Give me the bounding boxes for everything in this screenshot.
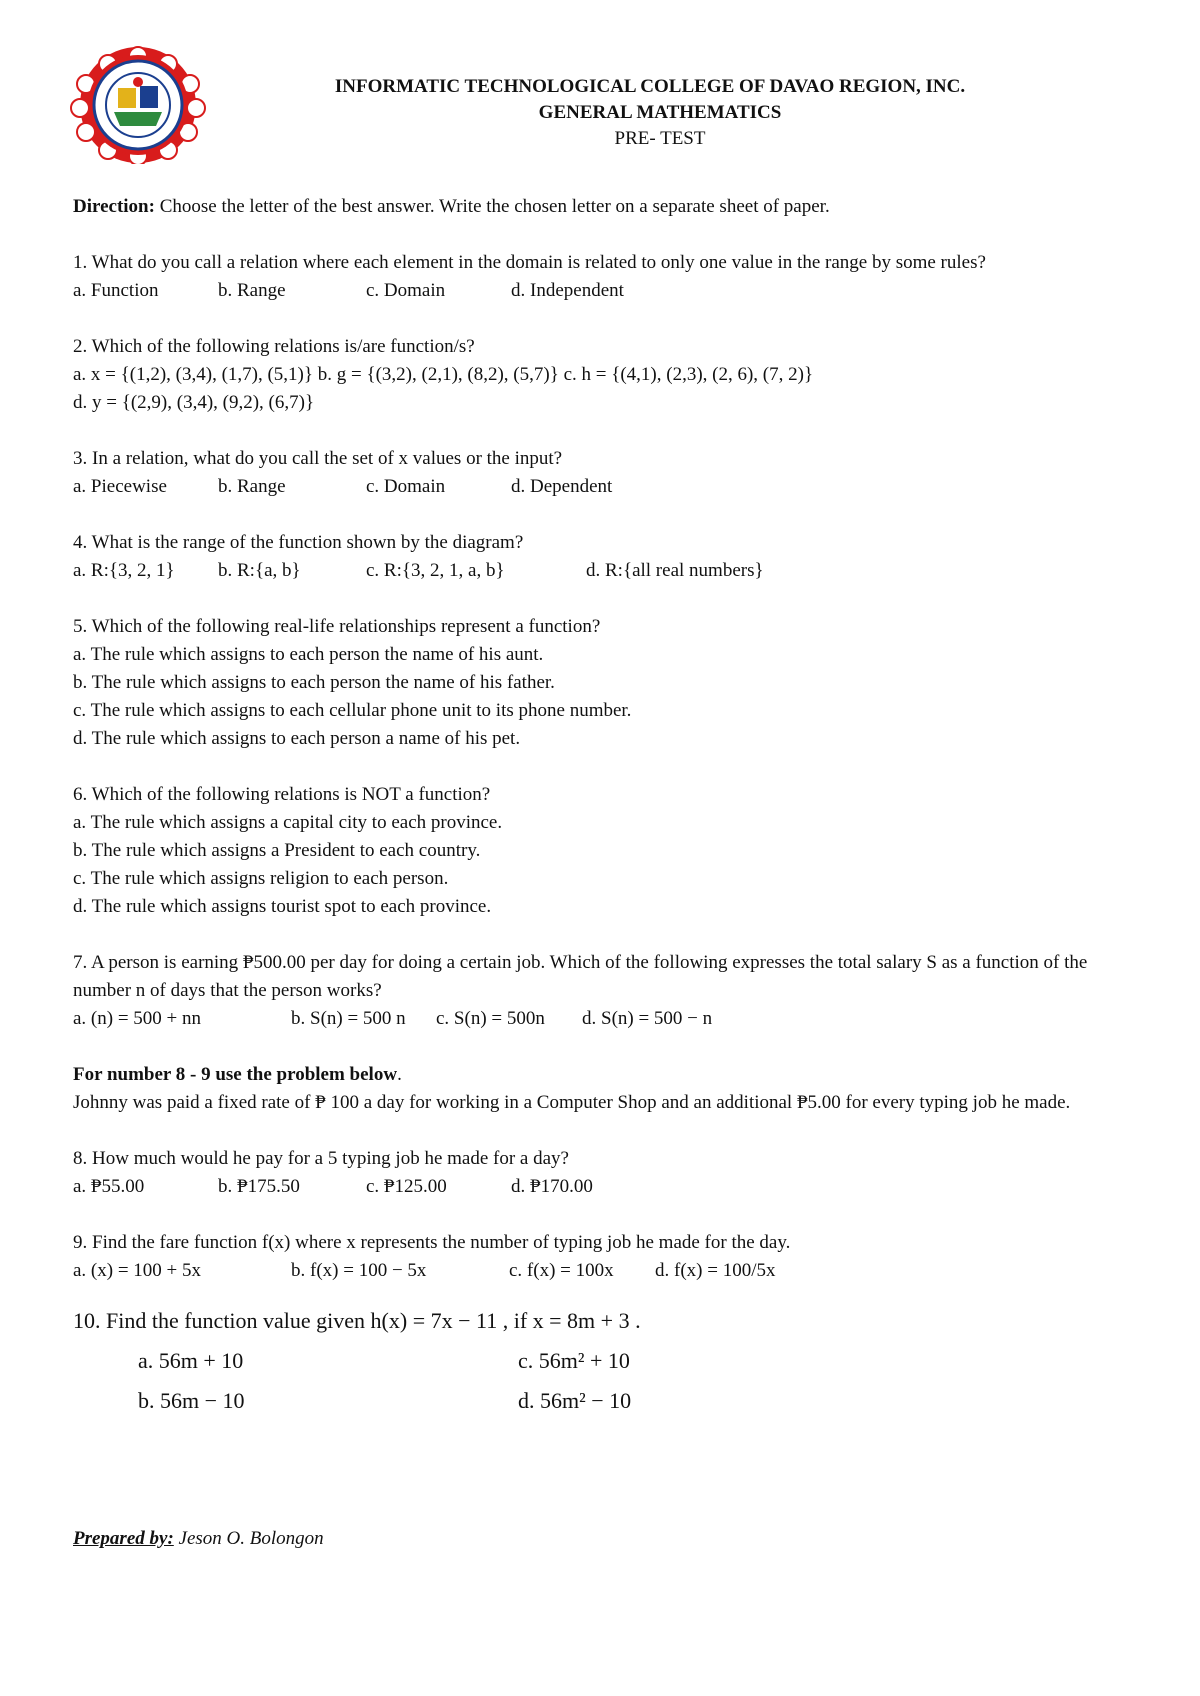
- answer-options: [73, 473, 1133, 501]
- question-text: 1. What do you call a relation where each element in the domain is related to only one value in the range by some rules?: [73, 252, 986, 273]
- answer-options: [73, 1005, 1133, 1033]
- direction-text: Choose the letter of the best answer. Write the chosen letter on a separate sheet of paper.: [154, 196, 830, 217]
- option-c: c. R:{3, 2, 1, a, b}: [366, 560, 505, 581]
- preparer-name: Jeson O. Bolongon: [178, 1528, 324, 1549]
- option-d: d. ₱170.00: [511, 1176, 593, 1197]
- option-a: a. (x) = 100 + 5x: [73, 1260, 202, 1281]
- test-title: PRE- TEST: [614, 128, 706, 149]
- question-text: 4. What is the range of the function shown by the diagram?: [73, 532, 524, 553]
- school-name: INFORMATIC TECHNOLOGICAL COLLEGE OF DAVAO REGION, INC.: [334, 76, 966, 97]
- option-b: b. R:{a, b}: [218, 560, 301, 581]
- question-text: 2. Which of the following relations is/are function/s?: [73, 336, 475, 357]
- option-a: a. The rule which assigns a capital city to each province.: [73, 812, 503, 833]
- question-4: [73, 529, 1133, 585]
- option-b: b. f(x) = 100 − 5x: [291, 1260, 427, 1281]
- option-a: a. R:{3, 2, 1}: [73, 560, 175, 581]
- problem-heading: [73, 1061, 1133, 1089]
- prepared-by-label: Prepared by:: [73, 1528, 174, 1549]
- option-a: a. Function: [73, 280, 159, 301]
- answer-options: [73, 277, 1133, 305]
- option-d: d. Dependent: [511, 476, 613, 497]
- option-c: c. 56m² + 10: [518, 1348, 630, 1373]
- option-a: a. The rule which assigns to each person the name of his aunt.: [73, 644, 544, 665]
- option-c: c. S(n) = 500n: [436, 1008, 545, 1029]
- question-7: [73, 949, 1133, 1033]
- option-d: d. Independent: [511, 280, 624, 301]
- option-b: b. ₱175.50: [218, 1176, 300, 1197]
- option-b: b. Range: [218, 476, 286, 497]
- option-d: d. S(n) = 500 − n: [582, 1008, 713, 1029]
- answer-options-row-2: [138, 1381, 1133, 1421]
- question-2: [73, 333, 1133, 417]
- question-text: 8. How much would he pay for a 5 typing job he made for a day?: [73, 1148, 569, 1169]
- question-10: [73, 1301, 1133, 1421]
- option-d: d. The rule which assigns to each person a name of his pet.: [73, 728, 521, 749]
- problem-text: Johnny was paid a fixed rate of ₱ 100 a day for working in a Computer Shop and an additional ₱5.00 for every typing job he made.: [73, 1092, 1071, 1113]
- question-text: 9. Find the fare function f(x) where x represents the number of typing job he made for the day.: [73, 1232, 791, 1253]
- question-1: [73, 249, 1133, 305]
- subject-title: GENERAL MATHEMATICS: [538, 102, 782, 123]
- option-a: a. ₱55.00: [73, 1176, 145, 1197]
- question-text: 3. In a relation, what do you call the set of x values or the input?: [73, 448, 563, 469]
- option-d: d. R:{all real numbers}: [586, 560, 764, 581]
- question-8: [73, 1145, 1133, 1201]
- question-6: [73, 781, 1133, 921]
- option-c: c. The rule which assigns religion to each person.: [73, 868, 449, 889]
- option-d: d. The rule which assigns tourist spot to each province.: [73, 896, 492, 917]
- option-a: a. 56m + 10: [138, 1348, 244, 1373]
- question-text: 5. Which of the following real-life relationships represent a function?: [73, 616, 601, 637]
- question-3: [73, 445, 1133, 501]
- direction-label: Direction:: [73, 196, 155, 217]
- test-content: [73, 193, 1133, 1421]
- answer-options-row-1: [138, 1341, 1133, 1381]
- question-text: 10. Find the function value given h(x) = 7x − 11 , if x = 8m + 3 .: [73, 1308, 641, 1333]
- answer-options: [73, 1173, 1133, 1201]
- question-5: [73, 613, 1133, 753]
- option-c: c. Domain: [366, 476, 446, 497]
- option-c: c. ₱125.00: [366, 1176, 447, 1197]
- document-header: [0, 74, 1200, 152]
- question-text: 6. Which of the following relations is NOT a function?: [73, 784, 491, 805]
- option-c: c. Domain: [366, 280, 446, 301]
- option-c: c. f(x) = 100x: [509, 1260, 614, 1281]
- option-d: d. 56m² − 10: [518, 1388, 632, 1413]
- question-text: 7. A person is earning ₱500.00 per day for doing a certain job. Which of the following expresses the total salary S as a function of the number n of days that the person works?: [73, 952, 1088, 1001]
- option-a: a. Piecewise: [73, 476, 167, 497]
- option-b: b. Range: [218, 280, 286, 301]
- option-line-2: d. y = {(2,9), (3,4), (9,2), (6,7)}: [73, 392, 315, 413]
- prepared-by: [73, 1528, 324, 1550]
- answer-options: [73, 1257, 1133, 1285]
- option-a: a. (n) = 500 + nn: [73, 1008, 202, 1029]
- option-b: b. 56m − 10: [138, 1388, 245, 1413]
- answer-options: [73, 557, 1133, 585]
- option-d: d. f(x) = 100/5x: [655, 1260, 776, 1281]
- option-b: b. The rule which assigns a President to each country.: [73, 840, 481, 861]
- problem-heading-text: For number 8 - 9 use the problem below: [73, 1064, 398, 1085]
- option-line-1: a. x = {(1,2), (3,4), (1,7), (5,1)} b. g = {(3,2), (2,1), (8,2), (5,7)} c. h = {(4,1), (2,3), (2, 6), (7, 2)}: [73, 364, 814, 385]
- option-b: b. S(n) = 500 n: [291, 1008, 406, 1029]
- option-b: b. The rule which assigns to each person the name of his father.: [73, 672, 555, 693]
- option-c: c. The rule which assigns to each cellular phone unit to its phone number.: [73, 700, 632, 721]
- question-9: [73, 1229, 1133, 1285]
- direction: [73, 193, 1133, 221]
- problem-heading-period: .: [397, 1064, 402, 1085]
- problem-8-9: [73, 1061, 1133, 1117]
